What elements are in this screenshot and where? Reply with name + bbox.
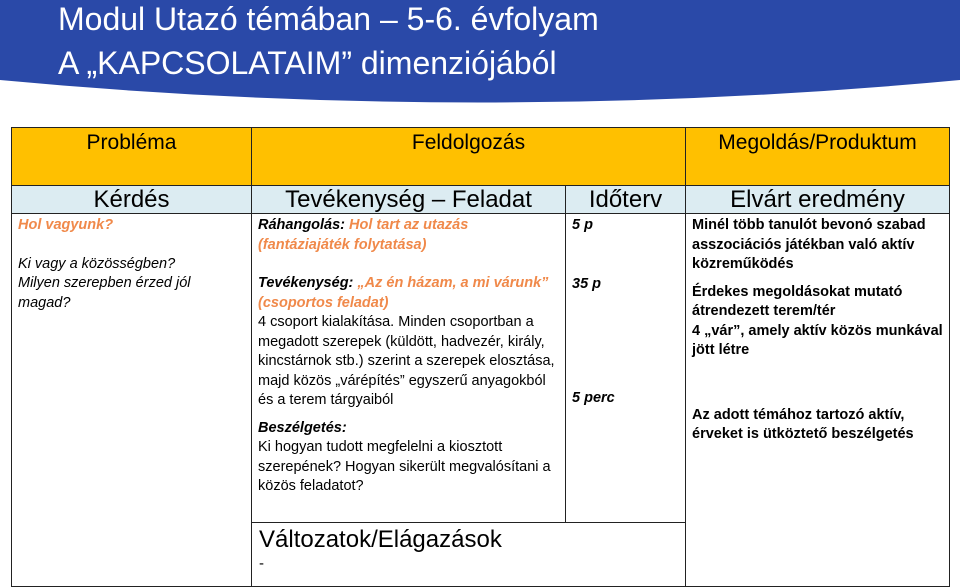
result-4: Az adott témához tartozó aktív, érveket is ütköztető beszélgetés: [692, 406, 914, 442]
elvart-cell: [685, 213, 950, 587]
tevekenyseg-description: 4 csoport kialakítása. Minden csoportban a megadott szerepek (küldött, hadvezér, király, kincstárnok stb.) szerint a szerepek elosztása, majd közös „várépítés” egyszerű anyagokból és a terem tárgyaiból: [258, 314, 555, 408]
time-3: 5 perc: [572, 390, 615, 406]
result-2: Érdekes megoldásokat mutató átrendezett terem/tér: [692, 283, 903, 319]
subheader-elvart: Elvárt eredmény: [685, 185, 950, 214]
header-feldolgozas: Feldolgozás: [251, 127, 686, 186]
subheader-kerdes: Kérdés: [11, 185, 252, 214]
idoterv-cell: [565, 213, 686, 523]
header-problema: Probléma: [11, 127, 252, 186]
result-3: 4 „vár”, amely aktív közös munkával jött létre: [692, 322, 943, 358]
tevekenyseg-label: Tevékenység:: [258, 275, 354, 291]
title-line-2: A „KAPCSOLATAIM” dimenziójából: [58, 45, 557, 81]
header-megoldas: Megoldás/Produktum: [685, 127, 950, 186]
tevekenyseg-text: „Az én házam, a mi várunk” (csoportos feladat): [258, 275, 549, 311]
tevekenyseg-cell: [251, 213, 566, 523]
rahangolas-text: Hol tart az utazás (fantáziajáték folytatása): [258, 217, 469, 253]
valtozatok-title: Változatok/Elágazások: [259, 526, 502, 553]
time-2: 35 p: [572, 275, 602, 292]
question-1: Hol vagyunk?: [18, 217, 114, 233]
beszelgetes-text: Ki hogyan tudott megfelelni a kiosztott szerepének? Hogyan sikerült megvalósítani a közös feladatot?: [258, 439, 551, 494]
question-2: Ki vagy a közösségben?: [18, 255, 176, 272]
beszelgetes-label: Beszélgetés:: [258, 419, 347, 436]
valtozatok-text: -: [259, 555, 264, 572]
result-1: Minél több tanulót bevonó szabad asszociációs játékban való aktív közreműködés: [692, 217, 926, 272]
time-1: 5 p: [572, 217, 593, 233]
rahangolas-label: Ráhangolás:: [258, 217, 346, 233]
subheader-tevekenyseg: Tevékenység – Feladat: [251, 185, 566, 214]
title-line-1: Modul Utazó témában – 5-6. évfolyam: [58, 1, 599, 37]
subheader-idoterv: Időterv: [565, 185, 686, 214]
question-3: Milyen szerepben érzed jól magad?: [18, 275, 191, 311]
valtozatok-cell: [251, 522, 686, 587]
kerdes-cell: [11, 213, 252, 587]
page-title: [58, 0, 599, 85]
